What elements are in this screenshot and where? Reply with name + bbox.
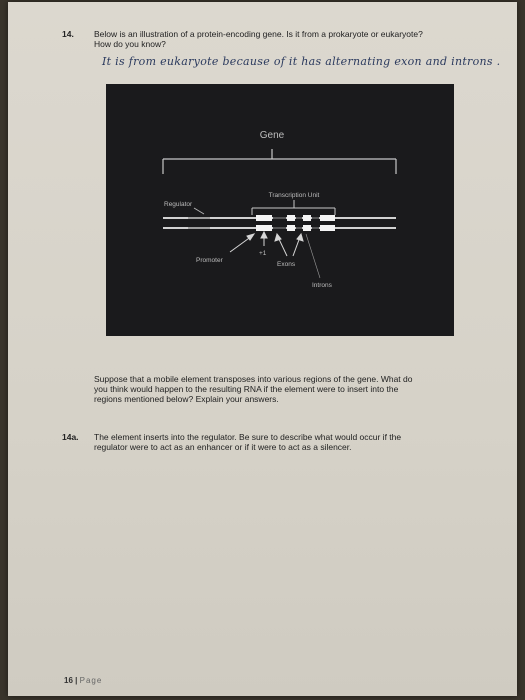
- question-14a-text: [94, 432, 401, 452]
- introns-pointer: [306, 234, 320, 278]
- paragraph-line-3: regions mentioned below? Explain your answers.: [94, 394, 279, 404]
- gene-label: Gene: [259, 130, 285, 141]
- promoter-arrow: [230, 234, 254, 252]
- exon-4-lower: [320, 225, 335, 231]
- question-14-text: [94, 29, 423, 49]
- question-14a-line-2: regulator were to act as an enhancer or if it were to act as a silencer.: [94, 442, 352, 452]
- plus-one-label: +1: [259, 250, 267, 257]
- gene-bracket: [163, 149, 396, 174]
- exon-3: [303, 215, 311, 221]
- plus-one-arrow: [261, 232, 267, 246]
- exon-3-lower: [303, 225, 311, 231]
- paragraph-line-2: you think would happen to the resulting RNA if the element were to insert into the: [94, 384, 399, 394]
- gene-diagram-svg: [106, 84, 454, 336]
- regulator-label: Regulator: [164, 201, 193, 208]
- handwritten-answer: It is from eukaryote because of it has alternating exon and introns .: [102, 55, 501, 68]
- intron-2: [296, 215, 302, 231]
- question-14-line-2: How do you know?: [94, 39, 166, 49]
- introns-label: Introns: [312, 282, 332, 289]
- page-word: Page: [79, 676, 103, 685]
- question-14-number: 14.: [62, 29, 74, 39]
- worksheet-page: [8, 2, 517, 696]
- page-number: 16: [64, 676, 73, 685]
- intron-1: [273, 215, 286, 231]
- exon-2: [287, 215, 295, 221]
- exons-label: Exons: [277, 261, 296, 268]
- page-separator: |: [75, 676, 78, 685]
- exon-1-lower: [256, 225, 272, 231]
- transcription-unit-label: Transcription Unit: [268, 192, 320, 199]
- question-14-line-1: Below is an illustration of a protein-encoding gene. Is it from a prokaryote or eukaryote?: [94, 29, 423, 39]
- exon-4: [320, 215, 335, 221]
- paragraph-line-1: Suppose that a mobile element transposes into various regions of the gene. What do: [94, 374, 413, 384]
- intron-gaps: [273, 215, 319, 231]
- promoter-label: Promoter: [196, 257, 223, 264]
- gene-diagram: [106, 84, 454, 336]
- question-14a-number: 14a.: [62, 432, 79, 442]
- exon-2-lower: [287, 225, 295, 231]
- page-footer: [64, 676, 102, 685]
- exon-1: [256, 215, 272, 221]
- exons-pointers: [275, 234, 303, 256]
- intron-3: [312, 215, 319, 231]
- question-14a-line-1: The element inserts into the regulator. Be sure to describe what would occur if the: [94, 432, 402, 442]
- regulator-pointer: [194, 208, 204, 214]
- transposon-paragraph: [94, 374, 412, 404]
- transcription-unit-bracket: [252, 200, 335, 215]
